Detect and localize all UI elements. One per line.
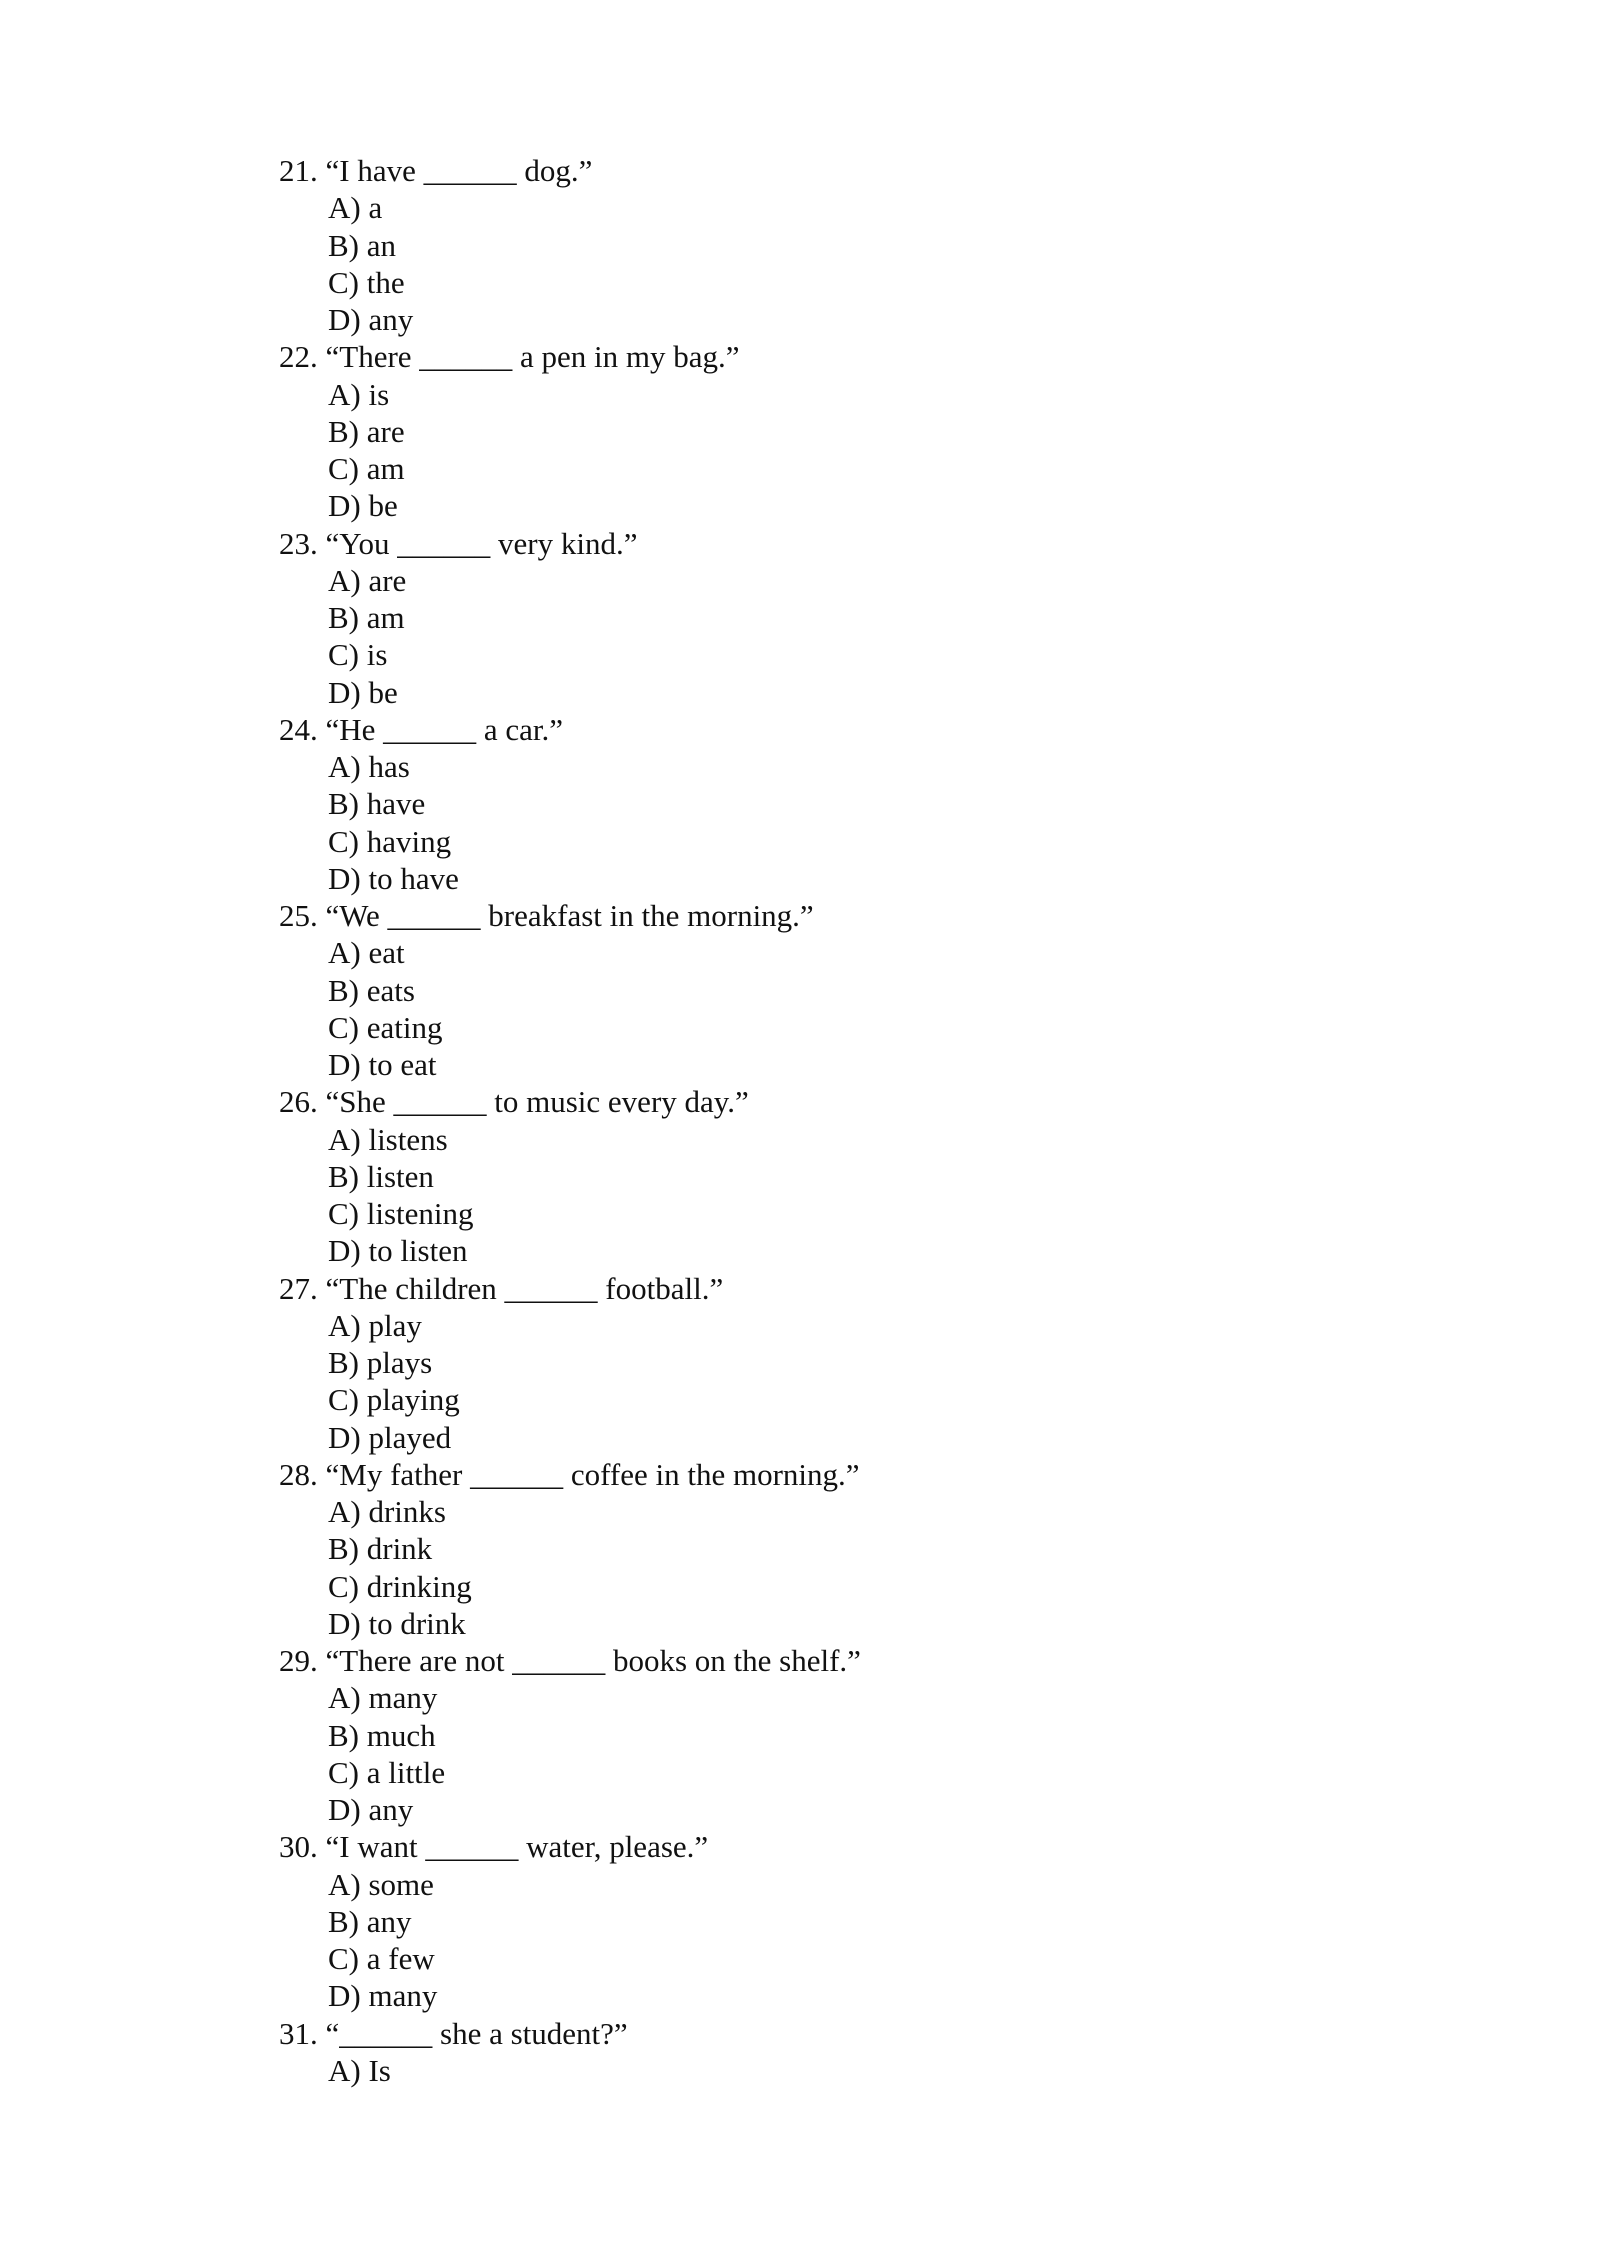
answer-option: B) plays <box>328 1345 433 1380</box>
question-text: “She ______ to music every day.” <box>325 1084 749 1120</box>
question-stem <box>279 2015 1379 2052</box>
answer-option: B) drink <box>328 1531 433 1567</box>
answer-option: B) have <box>328 786 426 822</box>
question-number: 22. <box>279 339 318 375</box>
question-item <box>279 1270 1379 1456</box>
question-stem <box>279 1642 1379 1679</box>
question-text: “______ she a student?” <box>325 2015 628 2051</box>
question-item <box>279 2015 1379 2090</box>
answer-option: A) eat <box>328 935 405 971</box>
answer-option: C) am <box>328 451 405 486</box>
answer-option: D) to drink <box>328 1605 466 1641</box>
answer-option: B) any <box>328 1903 412 1939</box>
question-text: “We ______ breakfast in the morning.” <box>325 898 814 933</box>
question-stem <box>279 525 1379 562</box>
answer-option: A) has <box>328 749 410 784</box>
answer-option: A) a <box>328 190 383 226</box>
answer-option: B) much <box>328 1717 436 1753</box>
question-number: 24. <box>279 711 318 747</box>
answer-option: A) listens <box>328 1121 448 1157</box>
question-item <box>279 1642 1379 1828</box>
question-text: “There are not ______ books on the shelf.” <box>325 1643 861 1678</box>
answer-option: C) a little <box>328 1754 446 1790</box>
question-text: “There ______ a pen in my bag.” <box>325 339 740 375</box>
question-stem <box>279 897 1379 934</box>
answer-option: A) Is <box>328 2052 391 2088</box>
answer-option: C) is <box>328 637 388 673</box>
answer-option: D) be <box>328 488 398 524</box>
question-number: 21. <box>279 153 318 188</box>
question-item <box>279 897 1379 1083</box>
answer-option: C) the <box>328 264 405 300</box>
question-text: “He ______ a car.” <box>325 711 564 747</box>
question-text: “I want ______ water, please.” <box>325 1829 709 1865</box>
question-stem <box>279 1828 1379 1865</box>
question-number: 28. <box>279 1456 318 1492</box>
question-stem <box>279 152 1379 189</box>
question-number: 30. <box>279 1829 318 1865</box>
question-stem <box>279 1083 1379 1120</box>
answer-option: C) playing <box>328 1382 460 1418</box>
answer-option: A) drinks <box>328 1494 446 1529</box>
question-item <box>279 1083 1379 1269</box>
answer-option: D) to listen <box>328 1233 468 1269</box>
question-item <box>279 525 1379 711</box>
answer-option: A) play <box>328 1307 422 1343</box>
question-text: “The children ______ football.” <box>325 1270 724 1306</box>
question-item <box>279 1456 1379 1642</box>
question-item <box>279 338 1379 524</box>
answer-option: B) am <box>328 600 405 635</box>
question-number: 29. <box>279 1643 318 1678</box>
question-stem <box>279 338 1379 375</box>
question-text: “My father ______ coffee in the morning.” <box>325 1456 860 1492</box>
answer-option: C) having <box>328 823 452 859</box>
question-text: “You ______ very kind.” <box>325 525 638 561</box>
question-number: 25. <box>279 898 318 933</box>
answer-option: C) listening <box>328 1196 474 1231</box>
answer-option: A) many <box>328 1680 438 1716</box>
question-number: 23. <box>279 525 318 561</box>
answer-option: B) an <box>328 227 397 263</box>
question-stem <box>279 711 1379 748</box>
answer-option: B) listen <box>328 1158 434 1194</box>
answer-option: D) any <box>328 302 414 337</box>
answer-option: D) many <box>328 1978 438 2014</box>
question-stem <box>279 1270 1379 1307</box>
answer-option: B) are <box>328 413 405 449</box>
question-list <box>279 152 1379 2089</box>
answer-option: C) drinking <box>328 1568 472 1604</box>
question-number: 27. <box>279 1270 318 1306</box>
answer-option: B) eats <box>328 972 415 1008</box>
question-number: 31. <box>279 2015 318 2051</box>
answer-option: A) is <box>328 376 390 412</box>
answer-option: D) be <box>328 674 398 710</box>
question-item <box>279 152 1379 338</box>
answer-option: D) to have <box>328 860 459 896</box>
answer-option: D) to eat <box>328 1047 437 1082</box>
question-text: “I have ______ dog.” <box>325 153 593 188</box>
answer-option: D) played <box>328 1419 452 1455</box>
question-item <box>279 1828 1379 2014</box>
question-stem <box>279 1456 1379 1493</box>
answer-option: D) any <box>328 1792 414 1827</box>
answer-option: A) are <box>328 562 407 598</box>
question-item <box>279 711 1379 897</box>
answer-option: A) some <box>328 1866 434 1902</box>
answer-option: C) a few <box>328 1941 435 1976</box>
answer-option: C) eating <box>328 1009 443 1045</box>
question-number: 26. <box>279 1084 318 1120</box>
